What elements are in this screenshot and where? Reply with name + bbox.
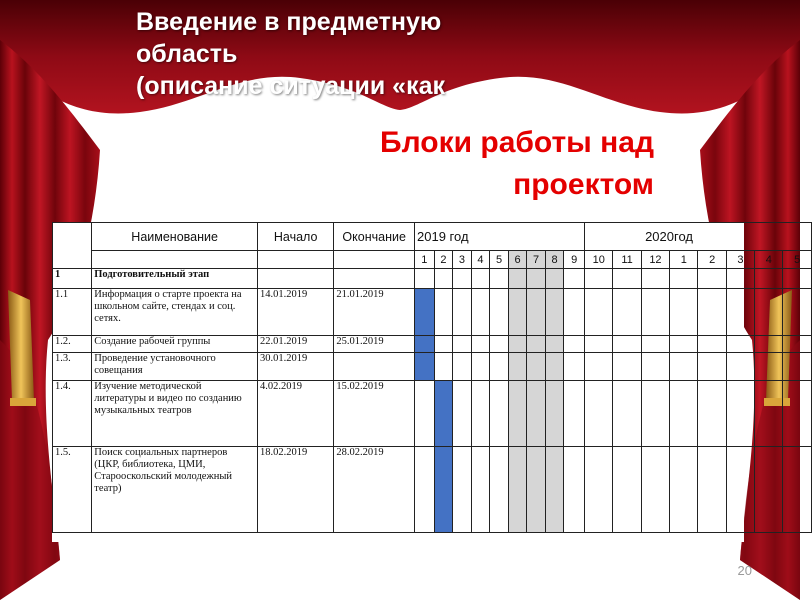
gantt-cell	[585, 447, 613, 533]
row-start	[258, 269, 334, 289]
row-number: 1.2.	[53, 336, 92, 353]
gantt-cell	[527, 381, 546, 447]
page-number: 20	[737, 563, 752, 578]
gantt-cell	[726, 336, 754, 353]
table-row	[53, 353, 812, 381]
gantt-cell	[471, 336, 490, 353]
gantt-cell	[613, 447, 641, 533]
row-number: 1.5.	[53, 447, 92, 533]
month-header: 3	[453, 251, 472, 269]
gantt-cell	[545, 381, 564, 447]
gantt-cell	[490, 289, 509, 336]
gantt-cell	[490, 381, 509, 447]
gantt-cell	[434, 289, 453, 336]
gantt-cell	[641, 269, 669, 289]
gantt-cell	[698, 353, 726, 381]
header-blank-cell	[92, 251, 258, 269]
row-number: 1.1	[53, 289, 92, 336]
row-start: 30.01.2019	[258, 353, 334, 381]
gantt-cell	[453, 381, 472, 447]
gantt-bar-cell	[434, 381, 453, 447]
gantt-cell	[508, 269, 527, 289]
gantt-cell	[545, 447, 564, 533]
row-start: 4.02.2019	[258, 381, 334, 447]
gantt-cell	[670, 289, 698, 336]
gantt-cell	[471, 381, 490, 447]
month-header: 9	[564, 251, 585, 269]
gantt-cell	[585, 289, 613, 336]
month-header: 11	[613, 251, 641, 269]
gantt-cell	[545, 336, 564, 353]
header-start: Начало	[258, 223, 334, 251]
gantt-cell	[670, 381, 698, 447]
gantt-cell	[453, 447, 472, 533]
gantt-cell	[698, 289, 726, 336]
gantt-cell	[641, 336, 669, 353]
gantt-cell	[527, 353, 546, 381]
gantt-cell	[783, 269, 812, 289]
row-end: 15.02.2019	[334, 381, 415, 447]
gantt-cell	[755, 381, 783, 447]
header-end: Окончание	[334, 223, 415, 251]
gantt-cell	[434, 269, 453, 289]
month-header: 6	[508, 251, 527, 269]
gantt-cell	[698, 269, 726, 289]
gantt-cell	[726, 447, 754, 533]
gantt-cell	[471, 269, 490, 289]
table-row	[53, 269, 812, 289]
row-name: Подготовительный этап	[92, 269, 258, 289]
gantt-cell	[726, 381, 754, 447]
gantt-cell	[613, 381, 641, 447]
header-year-2019: 2019 год	[415, 223, 585, 251]
header-blank-cell	[334, 251, 415, 269]
gantt-bar-cell	[434, 447, 453, 533]
slide-subtitle: Блоки работы над проектом	[380, 126, 654, 201]
table-row	[53, 336, 812, 353]
gantt-cell	[613, 336, 641, 353]
month-header: 2	[434, 251, 453, 269]
gantt-cell	[527, 336, 546, 353]
table-row	[53, 381, 812, 447]
gantt-cell	[453, 269, 472, 289]
gantt-cell	[726, 353, 754, 381]
gantt-cell	[783, 289, 812, 336]
gantt-cell	[613, 353, 641, 381]
gantt-cell	[585, 381, 613, 447]
row-number: 1.4.	[53, 381, 92, 447]
row-name: Поиск социальных партнеров (ЦКР, библиотека, ЦМИ, Старооскольский молодежный театр)	[92, 447, 258, 533]
gantt-cell	[564, 381, 585, 447]
gantt-bar-cell	[415, 289, 435, 336]
month-header: 3	[726, 251, 754, 269]
gantt-cell	[585, 336, 613, 353]
gantt-cell	[471, 447, 490, 533]
gantt-cell	[670, 336, 698, 353]
gantt-cell	[415, 447, 435, 533]
month-header: 4	[471, 251, 490, 269]
row-name: Создание рабочей группы	[92, 336, 258, 353]
gantt-cell	[783, 336, 812, 353]
header-name: Наименование	[92, 223, 258, 251]
gantt-cell	[613, 289, 641, 336]
gantt-cell	[434, 353, 453, 381]
gantt-cell	[670, 447, 698, 533]
gantt-cell	[564, 269, 585, 289]
gantt-cell	[490, 269, 509, 289]
month-header: 10	[585, 251, 613, 269]
header-year-2020: 2020год	[585, 223, 812, 251]
row-end: 21.01.2019	[334, 289, 415, 336]
gantt-cell	[508, 381, 527, 447]
gantt-cell	[527, 269, 546, 289]
gantt-cell	[698, 336, 726, 353]
month-header: 2	[698, 251, 726, 269]
gantt-cell	[453, 336, 472, 353]
gantt-cell	[564, 353, 585, 381]
row-name: Изучение методической литературы и видео по созданию музыкальных театров	[92, 381, 258, 447]
gantt-cell	[755, 269, 783, 289]
title-container	[0, 0, 800, 122]
table-row	[53, 447, 812, 533]
header-num-cell	[53, 223, 92, 269]
gantt-cell	[641, 447, 669, 533]
gantt-cell	[508, 289, 527, 336]
gantt-cell	[698, 381, 726, 447]
gantt-cell	[755, 353, 783, 381]
row-end	[334, 269, 415, 289]
row-name: Информация о старте проекта на школьном сайте, стендах и соц. сетях.	[92, 289, 258, 336]
gantt-table-container	[52, 222, 801, 542]
slide-title: Введение в предметную область (описание ситуации «как	[136, 8, 445, 100]
month-header: 5	[783, 251, 812, 269]
gantt-cell	[490, 336, 509, 353]
month-header: 7	[527, 251, 546, 269]
month-header: 1	[415, 251, 435, 269]
gantt-cell	[453, 289, 472, 336]
gantt-cell	[670, 353, 698, 381]
gantt-cell	[641, 289, 669, 336]
header-blank-cell	[258, 251, 334, 269]
gantt-bar-cell	[415, 336, 435, 353]
gantt-cell	[564, 289, 585, 336]
gantt-cell	[527, 289, 546, 336]
row-end: 28.02.2019	[334, 447, 415, 533]
row-end	[334, 353, 415, 381]
month-header: 1	[670, 251, 698, 269]
gantt-cell	[415, 269, 435, 289]
gantt-cell	[726, 269, 754, 289]
gantt-cell	[670, 269, 698, 289]
row-start: 18.02.2019	[258, 447, 334, 533]
row-end: 25.01.2019	[334, 336, 415, 353]
gantt-cell	[783, 353, 812, 381]
gantt-cell	[508, 447, 527, 533]
month-header: 5	[490, 251, 509, 269]
gantt-cell	[564, 336, 585, 353]
gantt-cell	[755, 336, 783, 353]
gantt-cell	[508, 336, 527, 353]
gantt-cell	[585, 353, 613, 381]
month-header: 12	[641, 251, 669, 269]
gantt-cell	[545, 353, 564, 381]
gantt-cell	[783, 381, 812, 447]
gantt-bar-cell	[415, 353, 435, 381]
gantt-cell	[641, 381, 669, 447]
gantt-cell	[726, 289, 754, 336]
gantt-cell	[545, 289, 564, 336]
gantt-cell	[641, 353, 669, 381]
month-header: 4	[755, 251, 783, 269]
gantt-cell	[698, 447, 726, 533]
gantt-cell	[545, 269, 564, 289]
gantt-cell	[783, 447, 812, 533]
gantt-cell	[490, 447, 509, 533]
row-number: 1	[53, 269, 92, 289]
gantt-cell	[755, 447, 783, 533]
gantt-cell	[564, 447, 585, 533]
month-header: 8	[545, 251, 564, 269]
gantt-cell	[508, 353, 527, 381]
gantt-cell	[453, 353, 472, 381]
row-start: 14.01.2019	[258, 289, 334, 336]
row-name: Проведение установочного совещания	[92, 353, 258, 381]
table-row	[53, 289, 812, 336]
gantt-cell	[527, 447, 546, 533]
gantt-cell	[613, 269, 641, 289]
gantt-cell	[415, 381, 435, 447]
gantt-cell	[490, 353, 509, 381]
row-number: 1.3.	[53, 353, 92, 381]
row-start: 22.01.2019	[258, 336, 334, 353]
gantt-table	[52, 222, 812, 533]
gantt-cell	[755, 289, 783, 336]
gantt-cell	[585, 269, 613, 289]
gantt-cell	[471, 353, 490, 381]
gantt-cell	[434, 336, 453, 353]
gantt-cell	[471, 289, 490, 336]
